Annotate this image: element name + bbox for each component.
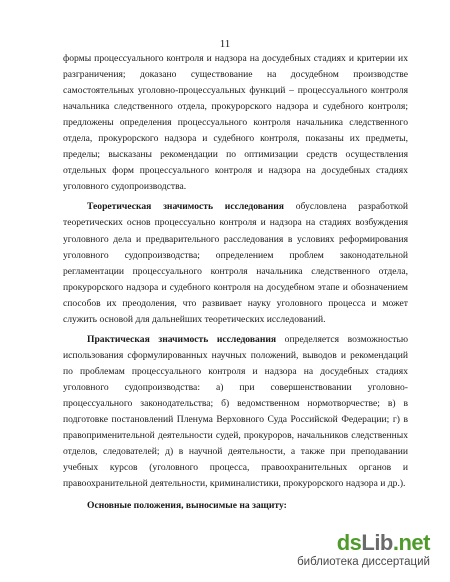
section-heading: Основные положения, выносимые на защиту: (87, 500, 287, 512)
dslib-logo: dsLib.net (336, 530, 430, 555)
paragraph-text: определяется возможностью использования сформулированных научных положений, выводов и рекомендаций по проблемам процессуального контроля и надзора на досудебных стадиях уголовного судопроизводства: а) при совершенствовании уголовно-процессуального законодательства; б) ведомственном нормотворчестве; в) в подготовке постановлений Пленума Верховного Суда Российской Федерации; г) в правоприменительной деятельности судей, прокуроров, начальников следственных отделов, следователей; д) в научной деятельности, а также при преподавании учебных курсов (уголовного процесса, правоохранительных органов и правоохранительной деятельности, криминалистики, прокурорского надзора и др.). (63, 333, 409, 490)
paragraph-novelty-continued (63, 51, 408, 195)
paragraph-theoretical-significance (63, 199, 408, 327)
watermark-subtitle: библиотека диссертаций (297, 556, 430, 568)
page-number: 11 (219, 38, 231, 50)
paragraph-text: обусловлена разработкой теоретических основ процессуально контроля и надзора на стадиях возбуждения уголовного дела и предварительного расследования в условиях реформирования уголовного судопроизводства; определением проблем законодательной регламентации процессуального контроля начальника следственного отдела, прокурорского надзора и судебного контроля на досудебном этапе и обозначением способов их преодоления, что развивает науку уголовного процесса и может служить основой для дальнейших теоретических исследований. (63, 201, 408, 325)
dslib-watermark[interactable] (296, 530, 436, 574)
paragraph-practical-significance (63, 332, 408, 492)
paragraph-lead: Практическая значимость исследования (87, 333, 277, 345)
paragraph-lead: Теоретическая значимость исследования (87, 201, 284, 213)
paragraph-text: формы процессуального контроля и надзора на досудебных стадиях и критерии их разграничения; доказано существование на досудебном производстве самостоятельных уголовно-процессуальных функций – процессуального контроля начальника следственного отдела, прокурорского надзора и судебного контроля; предложены определения процессуального контроля начальника следственного отдела, прокурорского надзора и судебного контроля, показаны их предметы, пределы; высказаны рекомендации по оптимизации средств осуществления отдельных форм процессуального контроля и надзора на досудебных стадиях уголовного судопроизводства. (63, 53, 408, 193)
body-text (63, 51, 408, 518)
